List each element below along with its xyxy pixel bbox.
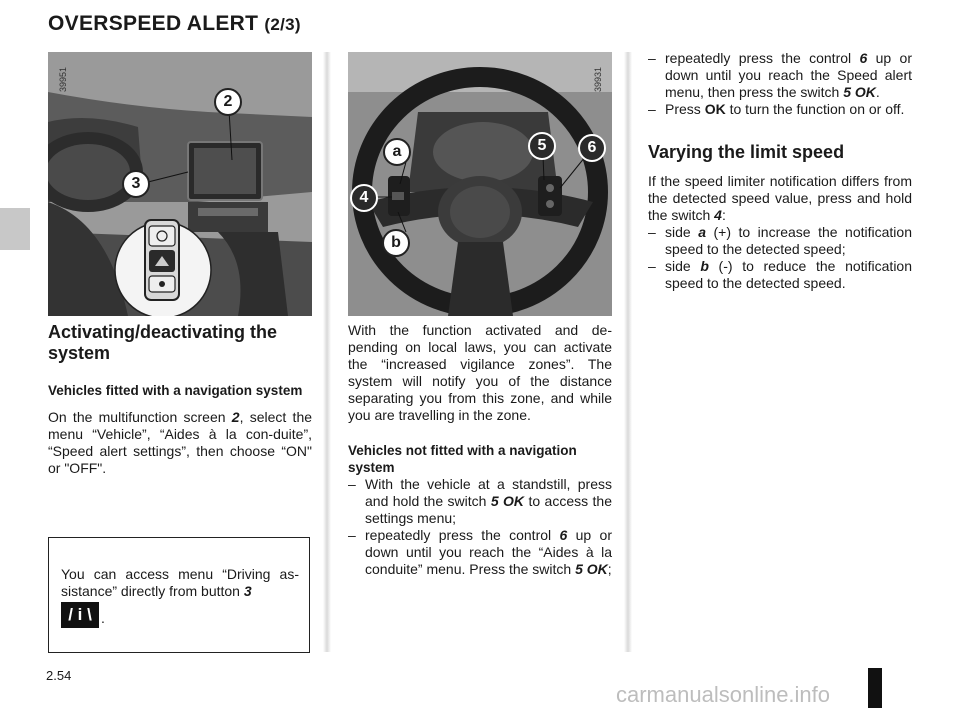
image-reference: 39931 (593, 66, 603, 92)
page-title (48, 12, 301, 36)
list-item (648, 258, 912, 292)
text: With the vehicle at a standstill, press and hold the switch (365, 476, 612, 509)
text: If the speed limiter notification differs from the detected speed value, press and hold the switch (648, 173, 912, 223)
paragraph (48, 409, 312, 477)
left-column (48, 322, 312, 477)
text: repeatedly press the control (365, 527, 560, 543)
right-column (648, 50, 912, 292)
steering-wheel-illustration (348, 52, 612, 316)
text: . (875, 84, 880, 100)
section-heading: Activating/deactivating the system (48, 322, 278, 363)
section-heading: Varying the limit speed (648, 142, 845, 162)
text: up or down until you reach the Speed alert menu, then press the switch (665, 50, 912, 100)
ref-4: 4 (714, 207, 722, 223)
title-text: OVERSPEED ALERT (48, 12, 259, 35)
ref-6: 6 (559, 527, 568, 543)
text: ; (607, 561, 612, 577)
subheading: Vehicles fitted with a navigation system (48, 383, 303, 398)
callout-2: 2 (214, 88, 242, 116)
paragraph (648, 173, 912, 224)
text: On the multifunction screen (48, 409, 232, 425)
ref-b: b (700, 258, 709, 274)
list-item (648, 50, 912, 101)
ref-5ok: 5 OK (843, 84, 876, 100)
note-text (61, 566, 299, 600)
text: up or down until you reach the “Aides à la conduite” menu. Press the switch (365, 527, 612, 577)
list-item (348, 476, 612, 527)
text: repeatedly press the control (665, 50, 860, 66)
text: : (721, 207, 726, 223)
title-suffix: (2/3) (264, 15, 301, 34)
note-box (48, 537, 310, 653)
ref-6: 6 (859, 50, 868, 66)
list-item (648, 101, 912, 118)
text: to access the settings menu; (365, 493, 612, 526)
paragraph: With the function activated and de-pending on local laws, you can activate the “increased vigilance zones”. The system will notify you of the distance separating you from this zone, and while you are travelling in the zone. (348, 322, 612, 423)
ok-label: OK (704, 101, 726, 117)
text: Press (665, 101, 705, 117)
text: side (665, 258, 701, 274)
callout-5: 5 (528, 132, 556, 160)
callout-4: 4 (350, 184, 378, 212)
callout-a: a (383, 138, 411, 166)
ref-a: a (698, 224, 706, 240)
dashboard-drawing (48, 52, 312, 316)
callout-3: 3 (122, 170, 150, 198)
ref-5ok: 5 OK (490, 493, 525, 509)
subheading: Vehicles not fitted with a navigation system (348, 443, 577, 475)
list-item (348, 527, 612, 578)
driving-assist-button-icon: / i \ (61, 602, 99, 628)
watermark-link[interactable]: carmanualsonline.info (616, 682, 831, 707)
page-number: 2.54 (46, 668, 72, 683)
column-divider (624, 52, 632, 652)
ref-3: 3 (243, 583, 252, 599)
callout-b: b (382, 229, 410, 257)
ref-5ok: 5 OK (575, 561, 608, 577)
image-reference: 39951 (58, 66, 68, 92)
text: , select the menu “Vehicle”, “Aides à la con-duite”, “Speed alert settings”, then choose “ON" or "OFF". (48, 409, 313, 476)
text: to turn the function on or off. (725, 101, 905, 117)
steering-wheel-drawing (348, 52, 612, 316)
dashboard-illustration (48, 52, 312, 316)
text: side (665, 224, 699, 240)
section-tab (0, 208, 30, 250)
note-end: . (101, 610, 105, 626)
middle-column (348, 322, 612, 578)
list-item (648, 224, 912, 258)
page-marker (868, 668, 882, 708)
column-divider (323, 52, 331, 652)
text: (-) to reduce the notification speed to the detected speed. (665, 258, 913, 291)
text: (+) to increase the notification speed to the detected speed; (665, 224, 912, 257)
callout-6: 6 (578, 134, 606, 162)
ref-2: 2 (231, 409, 240, 425)
text: You can access menu “Driving as-sistance” directly from button (61, 566, 299, 599)
